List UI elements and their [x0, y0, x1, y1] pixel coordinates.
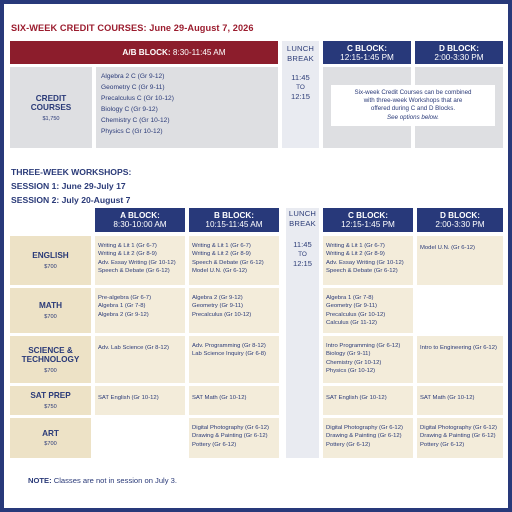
credit-combine-note	[331, 85, 495, 126]
workshop-list-d	[420, 344, 497, 352]
workshop-course-item: Digital Photography (Gr 6-12)	[192, 425, 269, 431]
workshop-course-item: Model U.N. (Gr 6-12)	[420, 245, 475, 251]
workshop-course-item: Drawing & Painting (Gr 6-12)	[420, 433, 496, 440]
workshop-course-item: Intro to Engineering (Gr 6-12)	[420, 345, 497, 351]
workshop-course-item: Adv. Essay Writing (Gr 10-12)	[326, 259, 404, 266]
credit-c-block-label: C BLOCK:	[346, 43, 388, 53]
workshops-session-2: SESSION 2: July 20-August 7	[11, 195, 131, 205]
ws-b-block-label: B BLOCK:	[213, 211, 255, 220]
workshop-category-price: $700	[44, 313, 57, 320]
workshop-list-d	[420, 244, 475, 252]
credit-note-line-1: Six-week Credit Courses can be combined	[354, 89, 472, 96]
workshop-category-price: $750	[44, 403, 57, 410]
credit-lunch-column	[282, 41, 319, 148]
workshop-course-item: Drawing & Painting (Gr 6-12)	[192, 433, 268, 440]
workshop-course-item: Speech & Debate (Gr 6-12)	[326, 268, 398, 275]
workshop-cell-a	[95, 418, 185, 458]
credit-courses-price: $1,750	[42, 115, 60, 122]
credit-courses-name-2: COURSES	[30, 103, 72, 112]
workshop-course-item: Lab Science Inquiry (Gr 6-8)	[192, 351, 266, 358]
workshop-list-c	[326, 394, 387, 402]
credit-course-item: Precalculus C (Gr 10-12)	[101, 95, 174, 102]
page-title: SIX-WEEK CREDIT COURSES: June 29-August 7, 2026	[11, 23, 254, 33]
workshop-course-item: Writing & Lit 2 (Gr 8-9)	[192, 251, 251, 258]
credit-note-line-2: with three-week Workshops that are	[363, 97, 463, 105]
workshop-list-b	[192, 424, 269, 449]
workshop-list-a	[98, 344, 169, 352]
workshop-list-b	[192, 242, 264, 276]
workshop-category-name: ART	[42, 428, 59, 438]
workshop-course-item: Algebra 1 (Gr 7-8)	[98, 303, 146, 310]
workshop-course-item: Adv. Programming (Gr 8-12)	[192, 343, 266, 349]
workshop-course-item: Precalculus (Gr 10-12)	[326, 311, 386, 318]
workshop-course-item: Speech & Debate (Gr 6-12)	[98, 268, 170, 275]
workshop-list-c	[326, 294, 385, 328]
credit-courses-list	[101, 71, 174, 137]
workshop-list-c	[326, 242, 404, 276]
workshop-course-item: Writing & Lit 2 (Gr 8-9)	[326, 251, 385, 258]
ws-a-block-header	[95, 208, 185, 232]
workshop-category-0	[10, 236, 91, 285]
workshop-category-price: $700	[44, 441, 57, 448]
credit-lunch-time-1: 11:45	[291, 73, 310, 82]
workshop-course-item: Pottery (Gr 6-12)	[326, 441, 371, 448]
workshop-course-item: SAT English (Gr 10-12)	[98, 395, 159, 401]
credit-course-item: Physics C (Gr 10-12)	[101, 128, 163, 135]
workshop-course-item: Adv. Lab Science (Gr 8-12)	[98, 345, 169, 351]
ab-block-label: A/B BLOCK:	[122, 48, 171, 57]
workshop-course-item: Adv. Essay Writing (Gr 10-12)	[98, 259, 176, 266]
workshop-category-name-2: TECHNOLOGY	[21, 355, 80, 364]
workshop-course-item: Calculus (Gr 11-12)	[326, 320, 377, 327]
workshop-list-a	[98, 242, 176, 276]
workshop-course-item: Writing & Lit 1 (Gr 6-7)	[326, 243, 385, 249]
workshop-category-1	[10, 288, 91, 333]
workshop-list-b	[192, 394, 246, 402]
workshop-category-name: SAT PREP	[30, 391, 71, 401]
credit-courses-category	[10, 67, 92, 148]
credit-c-block-time: 12:15-1:45 PM	[340, 52, 394, 62]
workshop-course-item: Speech & Debate (Gr 6-12)	[192, 259, 264, 266]
ws-lunch-time-3: 12:15	[292, 259, 312, 268]
workshop-list-b	[192, 294, 251, 319]
workshop-category-name: SCIENCE &	[28, 345, 73, 355]
workshop-course-item: Pre-algebra (Gr 6-7)	[98, 295, 152, 301]
ws-d-block-label: D BLOCK:	[439, 211, 481, 220]
workshop-list-d	[420, 394, 474, 402]
workshop-category-4	[10, 418, 91, 458]
credit-course-item: Geometry C (Gr 9-11)	[101, 84, 165, 91]
credit-lunch-label-1: LUNCH	[286, 44, 315, 53]
workshop-course-item: Pottery (Gr 6-12)	[420, 441, 465, 448]
workshop-course-item: Algebra 2 (Gr 9-12)	[192, 295, 243, 301]
workshop-course-item: SAT English (Gr 10-12)	[326, 395, 387, 401]
credit-note-line-4: See options below.	[387, 113, 439, 121]
ws-lunch-label-1: LUNCH	[288, 209, 317, 218]
ws-lunch-column	[286, 208, 319, 458]
credit-courses-name-1: CREDIT	[35, 93, 67, 103]
ws-b-block-time: 10:15-11:45 AM	[205, 220, 263, 229]
credit-d-block-time: 2:00-3:30 PM	[434, 52, 484, 62]
ws-lunch-label-2: BREAK	[289, 218, 316, 228]
ab-block-header	[10, 41, 278, 64]
workshop-course-item: Chemistry (Gr 10-12)	[326, 359, 382, 366]
ws-c-block-label: C BLOCK:	[347, 211, 389, 220]
workshop-list-a	[98, 394, 159, 402]
workshop-list-b	[192, 342, 266, 359]
workshop-course-item: Writing & Lit 2 (Gr 8-9)	[98, 251, 157, 258]
workshop-course-item: Pottery (Gr 6-12)	[192, 441, 237, 448]
credit-lunch-time-2: TO	[296, 83, 305, 91]
ws-b-block-header	[189, 208, 279, 232]
credit-d-block-label: D BLOCK:	[438, 43, 480, 53]
workshops-title: THREE-WEEK WORKSHOPS:	[11, 167, 132, 177]
workshop-course-item: Writing & Lit 1 (Gr 6-7)	[98, 243, 157, 249]
workshop-cell-d	[417, 288, 503, 333]
workshop-category-name: ENGLISH	[32, 251, 69, 261]
workshops-session-1: SESSION 1: June 29-July 17	[11, 181, 126, 191]
workshop-course-item: Intro Programming (Gr 6-12)	[326, 343, 401, 349]
workshop-course-item: Physics (Gr 10-12)	[326, 368, 376, 375]
workshop-category-3	[10, 386, 91, 415]
ws-a-block-label: A BLOCK:	[120, 211, 160, 220]
workshop-course-item: Digital Photography (Gr 6-12)	[420, 425, 497, 431]
workshop-course-item: Algebra 2 (Gr 9-12)	[98, 311, 149, 318]
workshop-course-item: Geometry (Gr 9-11)	[326, 303, 377, 310]
workshop-course-item: SAT Math (Gr 10-12)	[420, 395, 475, 401]
credit-lunch-time-3: 12:15	[290, 92, 310, 101]
credit-course-item: Biology C (Gr 9-12)	[101, 106, 158, 113]
ws-d-block-header	[417, 208, 503, 232]
ws-c-block-time: 12:15-1:45 PM	[341, 220, 395, 229]
footnote-text: Classes are not in session on July 3.	[51, 476, 177, 485]
ws-d-block-time: 2:00-3:30 PM	[435, 220, 485, 229]
credit-c-block-header	[323, 41, 411, 64]
workshop-list-c	[326, 342, 400, 376]
workshop-list-c	[326, 424, 403, 449]
credit-lunch-label-2: BREAK	[287, 53, 314, 63]
workshop-course-item: Algebra 1 (Gr 7-8)	[326, 295, 374, 301]
ws-lunch-time-2: TO	[298, 250, 307, 258]
workshop-course-item: Digital Photography (Gr 6-12)	[326, 425, 403, 431]
footnote-label: NOTE:	[28, 476, 52, 485]
workshop-course-item: Precalculus (Gr 10-12)	[192, 311, 252, 318]
footnote	[28, 476, 177, 485]
workshop-category-name: MATH	[38, 301, 63, 311]
ab-block-time: 8:30-11:45 AM	[172, 48, 226, 57]
workshop-course-item: Drawing & Painting (Gr 6-12)	[326, 433, 402, 440]
ws-lunch-time-1: 11:45	[293, 240, 312, 249]
credit-course-item: Chemistry C (Gr 10-12)	[101, 117, 170, 124]
workshop-course-item: Model U.N. (Gr 6-12)	[192, 268, 247, 275]
workshop-category-price: $700	[44, 367, 57, 374]
ws-c-block-header	[323, 208, 413, 232]
workshop-category-2	[10, 336, 91, 383]
workshop-list-d	[420, 424, 497, 449]
ws-a-block-time: 8:30-10:00 AM	[113, 220, 167, 229]
workshop-course-item: Writing & Lit 1 (Gr 6-7)	[192, 243, 251, 249]
credit-note-line-3: offered during C and D Blocks.	[370, 105, 456, 113]
workshop-list-a	[98, 294, 151, 319]
workshop-course-item: SAT Math (Gr 10-12)	[192, 395, 247, 401]
workshop-course-item: Geometry (Gr 9-11)	[192, 303, 243, 310]
workshop-category-price: $700	[44, 263, 57, 270]
workshop-course-item: Biology (Gr 9-11)	[326, 351, 371, 358]
credit-course-item: Algebra 2 C (Gr 9-12)	[101, 73, 165, 80]
credit-d-block-header	[415, 41, 503, 64]
